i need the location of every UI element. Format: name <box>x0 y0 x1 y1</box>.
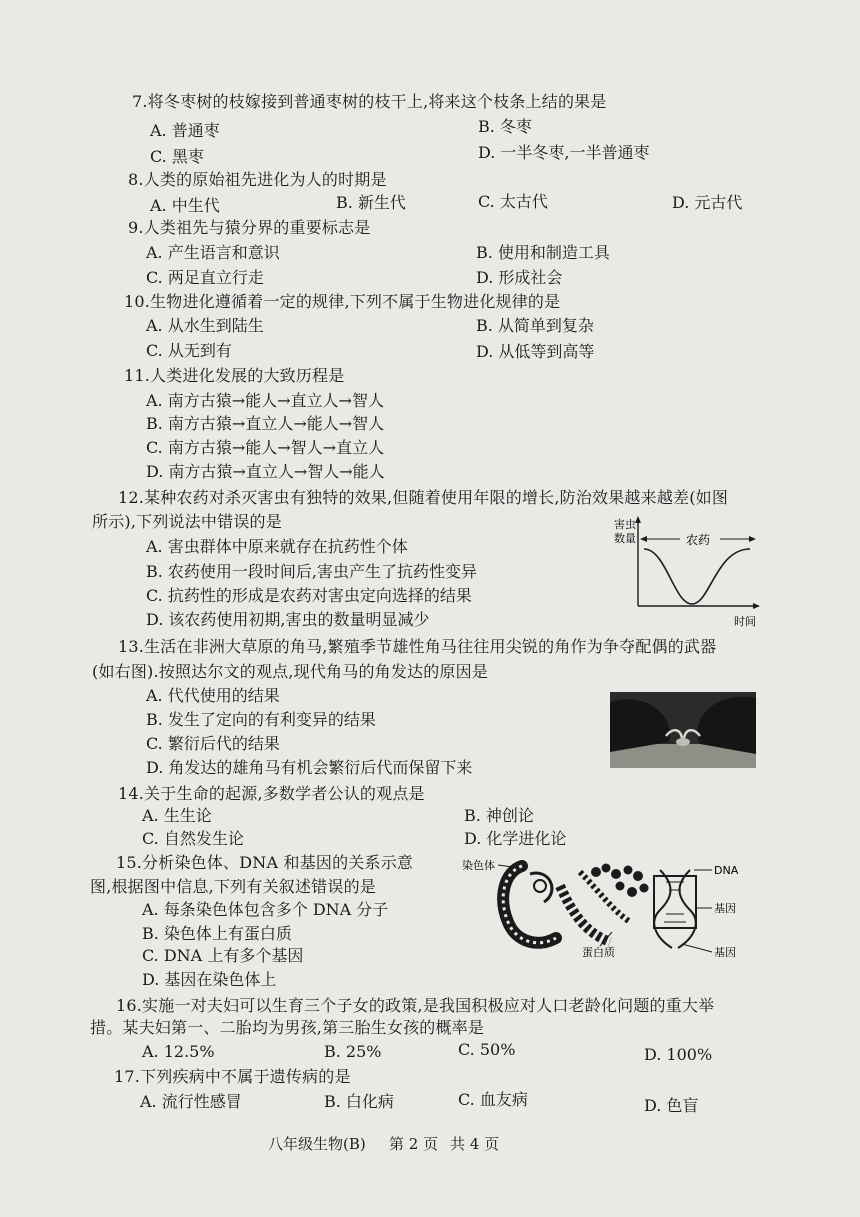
bracket-right-arrow <box>749 536 756 542</box>
label-gene-bottom: 基因 <box>714 946 736 959</box>
question-13-option-a: A. 代代使用的结果 <box>146 686 280 705</box>
question-11-option-b: B. 南方古猿→直立人→能人→智人 <box>146 414 385 433</box>
question-11-option-c: C. 南方古猿→能人→智人→直立人 <box>146 438 385 457</box>
label-dna: DNA <box>714 864 739 877</box>
question-15-stem-line-2: 图,根据图中信息,下列有关叙述错误的是 <box>90 877 376 896</box>
question-8-option-b: B. 新生代 <box>336 193 406 212</box>
question-15-option-a: A. 每条染色体包含多个 DNA 分子 <box>142 900 389 919</box>
question-16-option-a: A. 12.5% <box>142 1042 215 1061</box>
question-9-option-c: C. 两足直立行走 <box>146 268 264 287</box>
question-8-stem: 8.人类的原始祖先进化为人的时期是 <box>128 170 387 189</box>
question-12-stem-line-1: 12.某种农药对杀灭害虫有独特的效果,但随着使用年限的增长,防治效果越来越差(如图 <box>118 488 729 507</box>
bracket-label: 农药 <box>686 533 711 547</box>
question-17-option-b: B. 白化病 <box>324 1092 394 1111</box>
question-7-option-a: A. 普通枣 <box>150 121 220 140</box>
question-8-option-d: D. 元古代 <box>672 193 743 212</box>
question-12-option-a: A. 害虫群体中原来就存在抗药性个体 <box>146 537 408 556</box>
label-gene-top: 基因 <box>714 902 736 915</box>
question-9-stem: 9.人类祖先与猿分界的重要标志是 <box>128 218 371 237</box>
question-15-option-b: B. 染色体上有蛋白质 <box>142 924 292 943</box>
question-8-option-c: C. 太古代 <box>478 192 548 211</box>
footer-subject: 八年级生物(B) <box>268 1135 366 1153</box>
y-label-line-2: 数量 <box>614 532 636 545</box>
question-17-stem: 17.下列疾病中不属于遗传病的是 <box>114 1067 351 1086</box>
question-10-option-a: A. 从水生到陆生 <box>146 316 264 335</box>
label-chromosome: 染色体 <box>462 859 495 872</box>
question-16-stem-line-1: 16.实施一对夫妇可以生育三个子女的政策,是我国积极应对人口老龄化问题的重大举 <box>116 996 715 1015</box>
label-protein: 蛋白质 <box>582 946 615 959</box>
question-9-option-b: B. 使用和制造工具 <box>476 243 610 262</box>
question-7-option-d: D. 一半冬枣,一半普通枣 <box>478 143 650 162</box>
question-16-option-c: C. 50% <box>458 1040 516 1059</box>
question-9-option-a: A. 产生语言和意识 <box>146 243 280 262</box>
footer-page: 第 2 页 <box>389 1135 439 1153</box>
footer-total: 共 4 页 <box>450 1135 500 1153</box>
question-10-option-c: C. 从无到有 <box>146 341 232 360</box>
question-17-option-d: D. 色盲 <box>644 1096 699 1115</box>
question-17-option-c: C. 血友病 <box>458 1090 528 1109</box>
question-13-stem-line-1: 13.生活在非洲大草原的角马,繁殖季节雄性角马往往用尖锐的角作为争夺配偶的武器 <box>118 637 717 656</box>
question-14-option-d: D. 化学进化论 <box>464 829 567 848</box>
population-curve <box>644 549 750 604</box>
question-14-option-b: B. 神创论 <box>464 806 534 825</box>
question-12-option-d: D. 该农药使用初期,害虫的数量明显减少 <box>146 610 430 629</box>
question-16-option-b: B. 25% <box>324 1042 382 1061</box>
question-14-stem: 14.关于生命的起源,多数学者公认的观点是 <box>118 784 425 803</box>
x-axis-arrow <box>753 603 760 609</box>
question-12-stem-line-2: 所示),下列说法中错误的是 <box>92 512 282 531</box>
question-11-option-a: A. 南方古猿→能人→直立人→智人 <box>146 391 384 410</box>
question-12-option-b: B. 农药使用一段时间后,害虫产生了抗药性变异 <box>146 562 478 581</box>
question-17-option-a: A. 流行性感冒 <box>140 1092 242 1111</box>
question-7-option-b: B. 冬枣 <box>478 117 532 136</box>
wildebeest-fighting-photo <box>610 692 756 768</box>
question-13-option-b: B. 发生了定向的有利变异的结果 <box>146 710 376 729</box>
question-15-option-c: C. DNA 上有多个基因 <box>142 946 304 965</box>
question-13-option-c: C. 繁衍后代的结果 <box>146 734 280 753</box>
question-9-option-d: D. 形成社会 <box>476 268 563 287</box>
bracket-left-arrow <box>640 536 647 542</box>
question-12-option-c: C. 抗药性的形成是农药对害虫定向选择的结果 <box>146 586 472 605</box>
question-16-stem-line-2: 措。某夫妇第一、二胎均为男孩,第三胎生女孩的概率是 <box>90 1018 485 1037</box>
question-7-stem: 7.将冬枣树的枝嫁接到普通枣树的枝干上,将来这个枝条上结的果是 <box>132 92 607 111</box>
question-10-option-b: B. 从简单到复杂 <box>476 316 594 335</box>
question-16-option-d: D. 100% <box>644 1045 713 1064</box>
question-10-stem: 10.生物进化遵循着一定的规律,下列不属于生物进化规律的是 <box>124 292 561 311</box>
x-label: 时间 <box>734 615 756 628</box>
chromosome-dna-gene-diagram <box>460 852 752 964</box>
question-7-option-c: C. 黑枣 <box>150 147 204 166</box>
question-14-option-a: A. 生生论 <box>142 806 212 825</box>
question-15-stem-line-1: 15.分析染色体、DNA 和基因的关系示意 <box>116 853 414 872</box>
question-8-option-a: A. 中生代 <box>150 196 220 215</box>
question-13-option-d: D. 角发达的雄角马有机会繁衍后代而保留下来 <box>146 758 473 777</box>
pest-population-figure <box>604 514 764 630</box>
question-14-option-c: C. 自然发生论 <box>142 829 244 848</box>
question-15-option-d: D. 基因在染色体上 <box>142 970 277 989</box>
y-label-line-1: 害虫 <box>614 518 636 531</box>
question-10-option-d: D. 从低等到高等 <box>476 342 595 361</box>
question-11-stem: 11.人类进化发展的大致历程是 <box>124 366 345 385</box>
question-13-stem-line-2: (如右图).按照达尔文的观点,现代角马的角发达的原因是 <box>92 662 489 681</box>
question-11-option-d: D. 南方古猿→直立人→智人→能人 <box>146 462 385 481</box>
